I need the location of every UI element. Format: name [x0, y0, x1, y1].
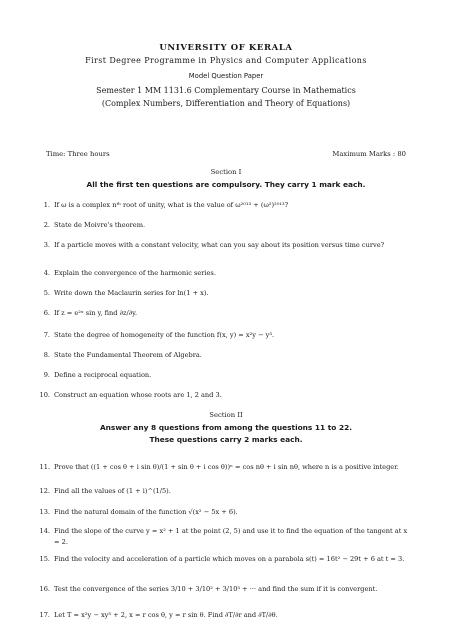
question-number: 1.	[43, 201, 50, 209]
question-text: Find all the values of (1 + i)^(1/5).	[54, 487, 171, 495]
question-number: 4.	[43, 269, 50, 277]
section-1-instruction: All the first ten questions are compulsory. They carry 1 mark each.	[86, 180, 366, 189]
question-text: Write down the Maclaurin series for ln(1 + x).	[54, 289, 209, 297]
question-number: 7.	[43, 331, 50, 339]
question-number: 12.	[39, 487, 50, 495]
question-text: Prove that ((1 + cos θ + i sin θ)/(1 + sin θ + i cos θ))ⁿ = cos nθ + i sin nθ, where n is a positive integer.	[54, 463, 399, 471]
question-number: 3.	[43, 241, 50, 249]
question-number: 17.	[39, 611, 50, 619]
question-text: If a particle moves with a constant velocity, what can you say about its position versus time curve?	[54, 241, 385, 249]
question-number: 11.	[39, 463, 50, 471]
question-text: Construct an equation whose roots are 1, 2 and 3.	[54, 391, 222, 399]
question-number: 15.	[39, 555, 50, 563]
section-2-title: Section II	[209, 411, 243, 419]
question-number: 14.	[39, 527, 50, 535]
question-text: State the degree of homogeneity of the function f(x, y) = x²y − y³.	[54, 331, 275, 339]
question-text: Find the slope of the curve y = x² + 1 at the point (2, 5) and use it to find the equation of the tangent at x = 2.	[54, 527, 408, 546]
question-number: 10.	[39, 391, 50, 399]
exam-duration: Time: Three hours	[46, 150, 110, 158]
question-text: Explain the convergence of the harmonic series.	[54, 269, 216, 277]
maximum-marks: Maximum Marks : 80	[332, 150, 406, 158]
question-number: 16.	[39, 585, 50, 593]
section-2-instruction: Answer any 8 questions from among the questions 11 to 22.	[99, 423, 353, 432]
question-text: If ω is a complex nᵗʰ root of unity, what is the value of ω²⁰¹³ + (ω²)²⁰¹³?	[54, 201, 289, 209]
section-1-title: Section I	[210, 168, 242, 176]
question-text: Define a reciprocal equation.	[54, 371, 152, 379]
question-text: State the Fundamental Theorem of Algebra.	[54, 351, 202, 359]
question-text: State de Moivre's theorem.	[54, 221, 146, 229]
section-2-instruction-line-2: These questions carry 2 marks each.	[149, 435, 303, 444]
question-number: 2.	[43, 221, 50, 229]
question-text: Find the natural domain of the function √(x² − 5x + 6).	[54, 508, 238, 516]
question-text: If z = e²ˣ sin y, find ∂z/∂y.	[54, 309, 138, 317]
question-number: 13.	[39, 508, 50, 516]
university-title: UNIVERSITY OF KERALA	[159, 43, 293, 53]
course-title: Semester 1 MM 1131.6 Complementary Course in Mathematics	[96, 86, 356, 95]
question-number: 9.	[43, 371, 50, 379]
paper-type: Model Question Paper	[188, 72, 264, 80]
course-subtitle: (Complex Numbers, Differentiation and Theory of Equations)	[101, 99, 351, 108]
question-number: 6.	[43, 309, 50, 317]
question-text: Test the convergence of the series 3/10 + 3/10² + 3/10³ + ··· and find the sum if it is convergent.	[54, 585, 378, 593]
question-number: 8.	[43, 351, 50, 359]
question-text: Let T = x²y − xy³ + 2, x = r cos θ, y = r sin θ. Find ∂T/∂r and ∂T/∂θ.	[54, 611, 278, 619]
programme-title: First Degree Programme in Physics and Computer Applications	[85, 56, 367, 65]
question-text: Find the velocity and acceleration of a particle which moves on a parabola s(t) = 16t² − 29t + 6 at t = 3.	[54, 555, 405, 563]
question-number: 5.	[43, 289, 50, 297]
